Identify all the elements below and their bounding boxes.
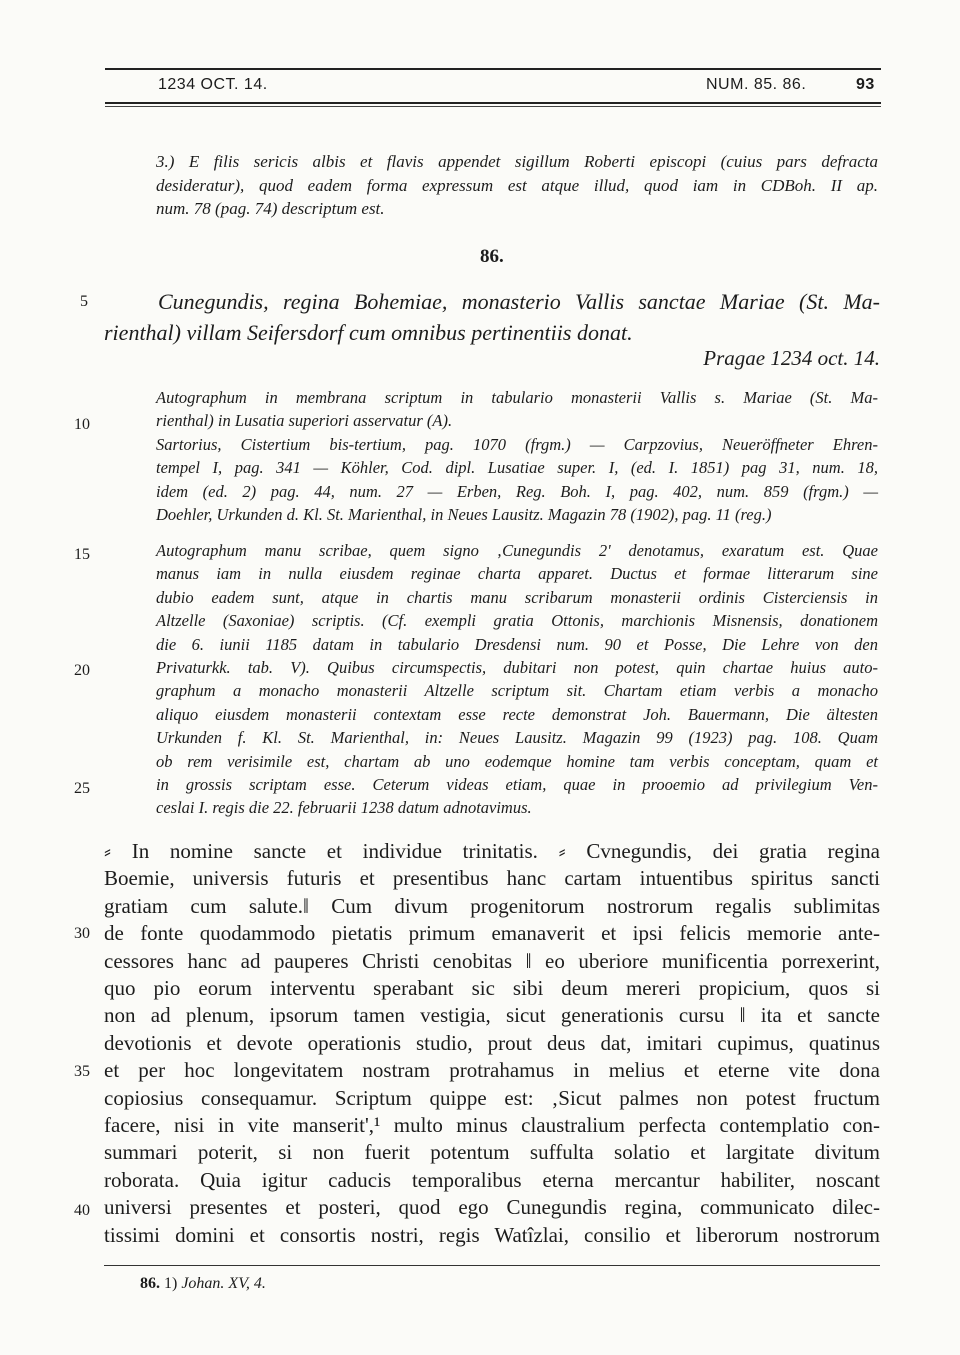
title-line: rienthal) villam Seifersdorf cum omnibus pertinentiis donat.	[104, 320, 633, 345]
charter-line: roborata. Quia igitur caducis temporalibus eterna mercantur habiliter, noscant	[104, 1167, 880, 1192]
running-head-numbers: NUM. 85. 86.	[706, 76, 807, 93]
line-number: 20	[74, 662, 90, 679]
header-rule-top	[105, 68, 881, 70]
charter-line: tissimi domini et consortis nostri, regis Watîzlai, consilio et liberorum nostrorum	[104, 1222, 880, 1247]
charter-line: facere, nisi in vite manserit',¹ multo minus claustralium perfecta contemplatio con-	[104, 1113, 880, 1138]
line-number: 40	[74, 1202, 90, 1219]
apparatus-line: Urkunden f. Kl. St. Marienthal, in: Neues Lausitz. Magazin 99 (1923) pag. 108. Quam	[156, 728, 878, 748]
apparatus-line: ceslai I. regis die 22. februarii 1238 datum adnotavimus.	[156, 798, 532, 818]
apparatus-line: Privaturkk. tab. V). Quibus circumspectis, dubitari non potest, quin chartae huius auto-	[156, 658, 878, 678]
footnote-rule	[104, 1265, 880, 1266]
title-line: Cunegundis, regina Bohemiae, monasterio Vallis sanctae Mariae (St. Ma-	[158, 289, 880, 314]
running-head-date: 1234 OCT. 14.	[158, 76, 268, 93]
apparatus-line: ob rem verisimile est, chartam ab uno eodemque homine tam verbis conceptam, quam et	[156, 751, 878, 771]
line-number: 35	[74, 1063, 90, 1080]
apparatus-commentary	[156, 539, 878, 820]
document-date: Pragae 1234 oct. 14.	[703, 346, 880, 370]
apparatus-line: rienthal) in Lusatia superiori asservatur (A).	[156, 411, 453, 431]
note-line: num. 78 (pag. 74) descriptum est.	[156, 199, 385, 218]
charter-line: ⸗ In nomine sancte et individue trinitatis. ⸗ Cvnegundis, dei gratia regina	[104, 839, 880, 863]
apparatus-line: Altzelle (Saxoniae) scriptis. (Cf. exempli gratia Ottonis, marchionis Misnensis, donationem	[156, 611, 878, 631]
note-line: 3.) E filis sericis albis et flavis appendet sigillum Roberti episcopi (cuius pars defracta	[156, 152, 878, 171]
apparatus-line: Sartorius, Cistertium bis-tertium, pag. 1070 (frgm.) — Carpzovius, Neueröffneter Ehren-	[156, 435, 878, 454]
charter-line: non ad plenum, ipsorum tamen vestigia, sicut generationis cursu ‖ ita et sancte	[104, 1003, 880, 1028]
apparatus-line: idem (ed. 2) pag. 44, num. 27 — Erben, Reg. Boh. I, pag. 402, num. 859 (frgm.) —	[156, 481, 878, 501]
charter-line: universi presentes et posteri, quod ego Cunegundis regina, communicato dilec-	[104, 1195, 880, 1220]
charter-line: devotionis et devote operationis studio, prout deus dat, imitari cupimus, quatinus	[104, 1030, 880, 1055]
apparatus-line: die 6. iunii 1185 datam in tabulario Dresdensi num. 90 et Posse, Die Lehre von den	[156, 634, 878, 654]
page-number: 93	[856, 76, 875, 93]
charter-text	[104, 838, 880, 1249]
apparatus-line: manus iam in nulla eiusdem reginae charta apparet. Ductus et formae litterarum sine	[156, 564, 878, 584]
footnote-mark: 1)	[164, 1275, 178, 1292]
apparatus-autograph	[156, 386, 878, 433]
apparatus-line: tempel I, pag. 341 — Köhler, Cod. dipl. Lusatiae super. I, (ed. I. 1851) pag 31, num. 18,	[156, 458, 878, 478]
line-number: 30	[74, 925, 90, 942]
apparatus-line: in grossis scriptam esse. Ceterum videas etiam, quae in prooemio ad privilegium Ven-	[156, 775, 878, 795]
footnote-doc-number: 86.	[140, 1275, 160, 1292]
apparatus-line: Autographum in membrana scriptum in tabulario monasterii Vallis s. Mariae (St. Ma-	[156, 388, 878, 407]
charter-line: et per hoc longevitatem nostram protrahamus in melius et eterne vite dona	[104, 1058, 880, 1083]
charter-line: cessores hanc ad pauperes Christi cenobitas ‖ eo uberiore munificentia porrexerint,	[104, 948, 880, 973]
apparatus-line: graphum a monacho monasterii Altzelle scriptum sit. Chartam etiam verbis a monacho	[156, 681, 878, 701]
header-rule-bottom	[105, 102, 881, 104]
charter-line: summari poterit, si non fuerit potentum suffulta solatio et largitate divitum	[104, 1140, 880, 1165]
note-line: desideratur), quod eadem forma expressum est atque illud, quod iam in CDBoh. II ap.	[156, 175, 878, 195]
apparatus-line: aliquo eiusdem monasterii contextam esse recte demonstrat Joh. Bauermann, Die ältesten	[156, 704, 878, 724]
note-3	[156, 150, 878, 221]
line-number: 15	[74, 546, 90, 563]
charter-line: copiosius consequamur. Scriptum quippe est: ‚Sicut palmes non potest fructum	[104, 1085, 880, 1110]
document-number: 86.	[480, 246, 504, 267]
charter-line: gratiam cum salute.‖ Cum divum progenitorum nostrorum regalis sublimitas	[104, 893, 880, 918]
header-rule-bottom-thin	[105, 106, 881, 107]
apparatus-editions	[156, 433, 878, 527]
apparatus-line: dubio eadem sunt, atque in chartis manu scribarum monasterii ordinis Cisterciensis in	[156, 587, 878, 607]
charter-line: Boemie, universis futuris et presentibus hanc cartam intuentibus spiritus sancti	[104, 866, 880, 891]
line-number: 5	[80, 293, 88, 310]
apparatus-line: Autographum manu scribae, quem signo ‚Cunegundis 2' denotamus, exaratum est. Quae	[156, 541, 878, 560]
charter-line: quo pio eorum interventu sperabant sic sibi deum mereri propicium, quos si	[104, 976, 880, 1001]
line-number: 10	[74, 416, 90, 433]
document-title	[104, 286, 880, 348]
apparatus-line: Doehler, Urkunden d. Kl. St. Marienthal, in Neues Lausitz. Magazin 78 (1902), pag. 11 (reg.)	[156, 505, 772, 525]
charter-line: de fonte quodammodo pietatis primum emanaverit et ipsi felicis memorie ante-	[104, 921, 880, 946]
footnote-reference: Johan. XV, 4.	[181, 1275, 266, 1292]
line-number: 25	[74, 780, 90, 797]
footnote	[140, 1275, 266, 1293]
